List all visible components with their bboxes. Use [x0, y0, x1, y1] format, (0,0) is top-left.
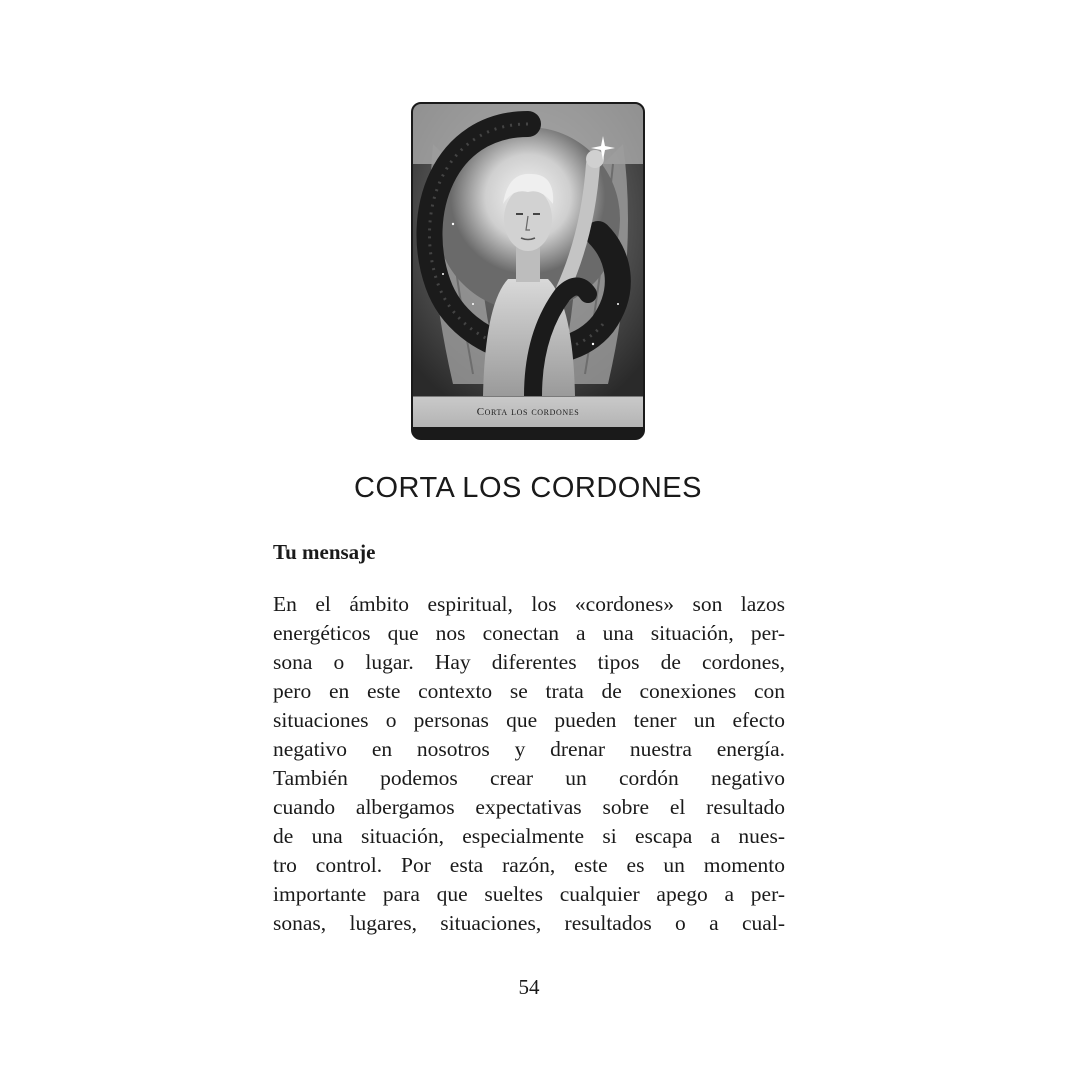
body-line: sona o lugar. Hay diferentes tipos de cordones, [273, 650, 785, 674]
body-line: sonas, lugares, situaciones, resultados o a cual- [273, 911, 785, 935]
body-line: También podemos crear un cordón negativo [273, 766, 785, 790]
card-footer [413, 427, 643, 440]
body-line: cuando albergamos expectativas sobre el resultado [273, 795, 785, 819]
body-line: negativo en nosotros y drenar nuestra energía. [273, 737, 785, 761]
page-number: 54 [518, 975, 540, 999]
oracle-card [411, 102, 645, 440]
card-illustration [413, 104, 643, 396]
body-line: En el ámbito espiritual, los «cordones» son lazos [273, 592, 785, 616]
section-heading: Tu mensaje [273, 540, 376, 564]
body-line: importante para que sueltes cualquier apego a per- [273, 882, 785, 906]
body-line: situaciones o personas que pueden tener un efecto [273, 708, 785, 732]
body-line: pero en este contexto se trata de conexiones con [273, 679, 785, 703]
body-line: energéticos que nos conectan a una situación, per- [273, 621, 785, 645]
body-paragraph [273, 590, 785, 938]
card-banner [413, 396, 643, 428]
body-line: tro control. Por esta razón, este es un momento [273, 853, 785, 877]
page-title: CORTA LOS CORDONES [354, 472, 702, 504]
card-banner-label: Corta los cordones [476, 406, 580, 418]
body-line: de una situación, especialmente si escapa a nues- [273, 824, 785, 848]
